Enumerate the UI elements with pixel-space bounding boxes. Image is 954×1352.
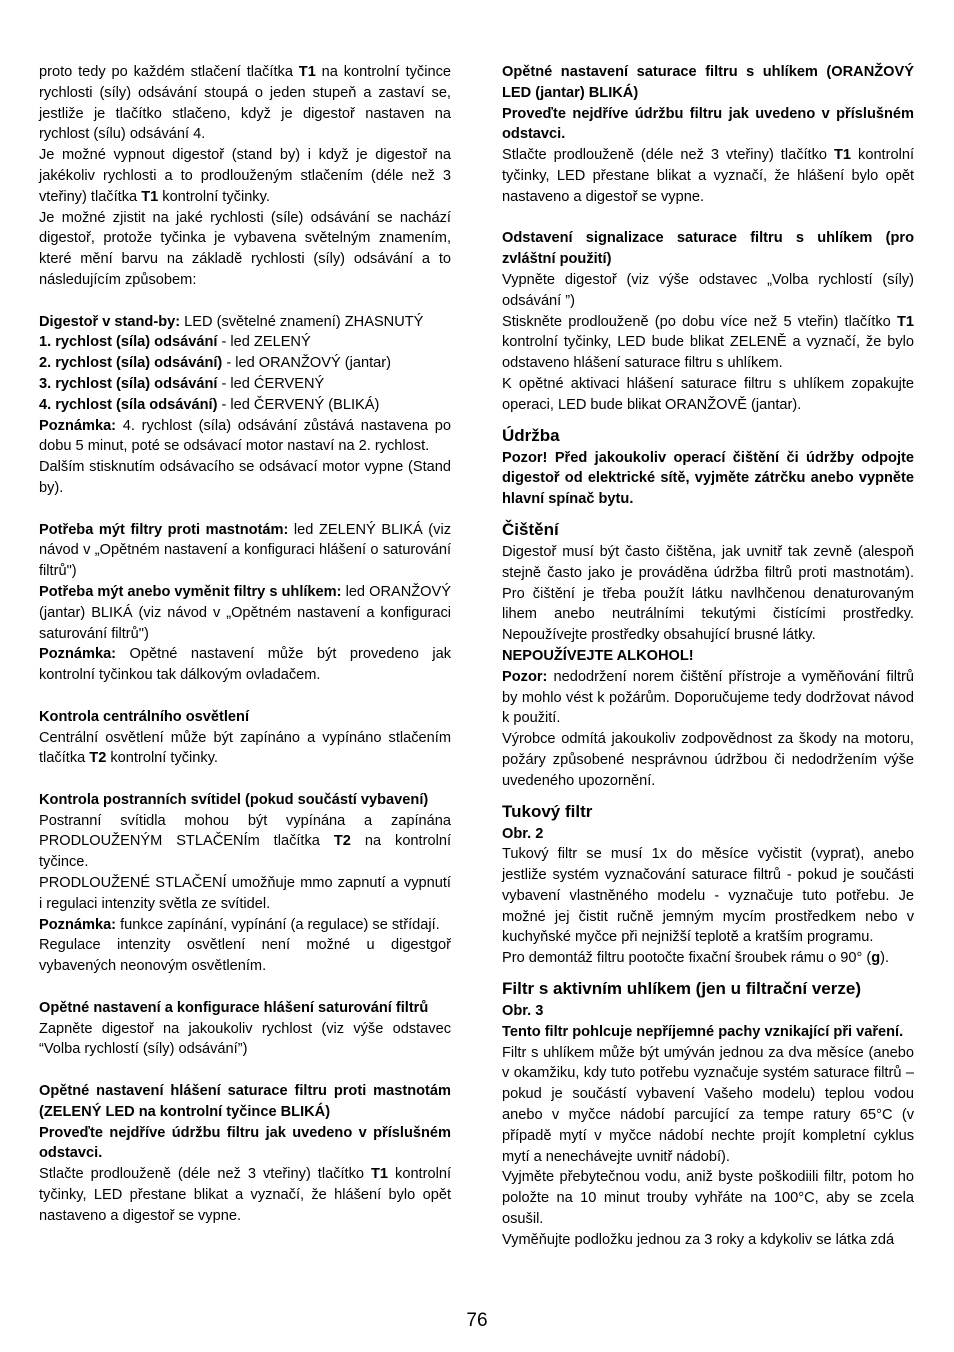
paragraph: Vypněte digestoř (viz výše odstavec „Volba rychlostí (síly) odsávání ”)	[502, 271, 914, 309]
section-title-cleaning: Čištění	[502, 519, 559, 539]
right-column	[502, 62, 914, 1251]
warning: NEPOUŽÍVEJTE ALKOHOL!	[502, 647, 694, 664]
paragraph: Výrobce odmítá jakoukoliv zodpovědnost za škody na motoru, požáry způsobené nesprávnou údržbou či nedodržením výše uvedeného upozornění.	[502, 731, 914, 789]
paragraph: Zapněte digestoř na jakoukoliv rychlost (viz výše odstavec “Volba rychlostí (síly) odsávání”)	[39, 1020, 451, 1058]
filter-status-carbon: Potřeba mýt anebo vyměnit filtry s uhlíkem: led ORANŽOVÝ (jantar) BLIKÁ (viz návod v „Opětném nastavení a konfiguraci saturování filtrů")	[39, 583, 452, 642]
filter-status-grease: Potřeba mýt filtry proti mastnotám: led ZELENÝ BLIKÁ (viz návod v „Opětném nastavení a konfiguraci hlášení o saturování filtrů")	[39, 521, 451, 580]
page-number: 76	[466, 1310, 488, 1331]
note: Poznámka: Opětné nastavení může být provedeno jak kontrolní tyčinkou tak dálkovým ovladačem.	[39, 646, 451, 684]
paragraph: Dalším stisknutím odsávacího se odsávací motor vypne (Stand by).	[39, 459, 451, 496]
paragraph: Centrální osvětlení může být zapínáno a vypínáno stlačením tlačítka T2 kontrolní tyčinky.	[39, 729, 451, 767]
note: Poznámka: 4. rychlost (síla) odsávání zůstává nastavena po dobu 5 minut, poté se odsávací motor nastaví na 2. rychlost.	[39, 417, 451, 455]
paragraph: Pozor: nedodržení norem čištění přístroje a vyměňování filtrů by mohlo vést k požárům. Doporučujeme tedy dodržovat návod k použití.	[502, 668, 914, 727]
status-speed-1: 1. rychlost (síla) odsávání - led ZELENÝ	[39, 334, 311, 351]
paragraph: proto tedy po každém stlačení tlačítka T1 na kontrolní tyčince rychlosti (síly) odsávání stoupá o jeden stupeň a zastaví se, jestliže je tlačítko stlačeno, když je digestoř nastaven na rychlost (sílu) odsávání 4.	[39, 64, 451, 143]
paragraph: Stlačte prodlouženě (déle než 3 vteřiny) tlačítko T1 kontrolní tyčinky, LED přestane blikat a vyznačí, že hlášení bylo opět nastaveno a digestoř se vypne.	[502, 147, 915, 205]
paragraph: Vyjměte přebytečnou vodu, aniž byste poškodiili filtr, potom ho položte na 10 minut trouby vyhřáte na 100°C, aby se zcela osušil.	[502, 1169, 914, 1228]
section-heading: Opětné nastavení saturace filtru s uhlíkem (ORANŽOVÝ LED (jantar) BLIKÁ)	[502, 64, 914, 101]
paragraph: K opětné aktivaci hlášení saturace filtru s uhlíkem zopakujte operaci, LED bude blikat ORANŽOVĚ (jantar).	[502, 375, 914, 413]
status-speed-4: 4. rychlost (síla odsávání) - led ČERVENÝ (BLIKÁ)	[39, 396, 380, 413]
status-speed-2: 2. rychlost (síla) odsávání) - led ORANŽOVÝ (jantar)	[39, 355, 391, 372]
section-heading: Odstavení signalizace saturace filtru s uhlíkem (pro zvláštní použití)	[502, 230, 914, 268]
section-heading: Kontrola centrálního osvětlení	[39, 708, 250, 725]
paragraph: Tukový filtr se musí 1x do měsíce vyčistit (vyprat), anebo jestliže systém vyznačování saturace filtrů - pokud je součásti vybavení vlastněného modelu - vyznačuje tuto potřebu. Je možné jej čistit ručně jemným mycím prostředkem nebo v kuchyňské myčce při nejnižší teplotě a kratším programu.	[502, 846, 914, 946]
section-heading: Kontrola postranních svítidel (pokud součástí vybavení)	[39, 791, 429, 808]
section-heading: Opětné nastavení a konfigurace hlášení saturování filtrů	[39, 999, 429, 1016]
paragraph-bold: Proveďte nejdříve údržbu filtru jak uvedeno v příslušném odstavci.	[502, 105, 914, 143]
paragraph: Filtr s uhlíkem může být umýván jednou za dva měsíce (anebo v okamžiku, kdy tuto potřebu vyznačuje systém saturace filtrů – pokud je součástí vybavení Vašeho modelu) teplou vodou anebo v myčce nádobí parcující za tempe ratury 65°C (v případě mytí v myčce nádobí nechte projít kompletní cyklus mytí a nenechávejte uvnitř nádobí).	[502, 1044, 914, 1165]
note: Poznámka: funkce zapínání, vypínání (a regulace) se střídají.	[39, 916, 440, 933]
section-title-carbon-filter: Filtr s aktivním uhlíkem (jen u filtrační verze)	[502, 979, 861, 999]
status-speed-3: 3. rychlost (síla) odsávání - led ĆERVENÝ	[39, 375, 325, 392]
section-heading: Opětné nastavení hlášení saturace filtru proti mastnotám (ZELENÝ LED na kontrolní tyčince BLIKÁ)	[39, 1083, 451, 1120]
paragraph: Je možné vypnout digestoř (stand by) i když je digestoř na jakékoliv rychlosti a to prodlouženým stlačením (déle než 3 vteřiny) tlačítka T1 kontrolní tyčinky.	[39, 147, 451, 205]
paragraph: Postranní svítidla mohou být vypínána a zapínána PRODLOUŽENÝM STLAČENÍm tlačítka T2 na kontrolní tyčince.	[39, 812, 451, 871]
figure-ref: Obr. 2	[502, 825, 544, 842]
section-title-maintenance: Údržba	[502, 425, 560, 445]
warning: Pozor! Před jakoukoliv operací čištění či údržby odpojte digestoř od elektrické sítě, vyjměte zátrčku anebo vypněte hlavní spínač bytu.	[502, 449, 914, 508]
paragraph-bold: Proveďte nejdříve údržbu filtru jak uvedeno v příslušném odstavci.	[39, 1124, 451, 1162]
paragraph: Vyměňujte podložku jednou za 3 roky a kdykoliv se látka zdá	[502, 1231, 895, 1248]
paragraph: Digestoř musí být často čištěna, jak uvnitř tak zevně (alespoň stejně často jako je prováděna údržba filtrů proti mastnotám). Pro čištění je třeba použít látku navlhčenou denaturovaným lihem anebo neutrálními tekutými čistícími prostředky. Nepoužívejte prostředky obsahující brusné látky.	[502, 543, 914, 644]
figure-ref: Obr. 3	[502, 1003, 544, 1020]
paragraph-bold: Tento filtr pohlcuje nepříjemné pachy vznikající při vaření.	[502, 1023, 904, 1040]
section-title-grease-filter: Tukový filtr	[502, 801, 593, 821]
paragraph: Pro demontáž filtru pootočte fixační šroubek rámu o 90° (g).	[502, 950, 890, 967]
left-column	[39, 62, 451, 1227]
paragraph: Stlačte prodlouženě (déle než 3 vteřiny) tlačítko T1 kontrolní tyčinky, LED přestane blikat a vyznačí, že hlášení bylo opět nastaveno a digestoř se vypne.	[39, 1166, 452, 1224]
status-standby: Digestoř v stand-by: LED (světelné znamení) ZHASNUTÝ	[39, 313, 424, 330]
paragraph: Regulace intenzity osvětlení není možné u digestgoř vybavených neonovým osvětlením.	[39, 937, 451, 975]
paragraph: PRODLOUŽENÉ STLAČENÍ umožňuje mmo zapnutí a vypnutí i regulaci intenzity světla ze svítidel.	[39, 875, 451, 912]
paragraph: Je možné zjistit na jaké rychlosti (síle) odsávání se nachází digestoř, protože tyčinka je vybavena světelným znamením, které mění barvu na základě rychlosti (síly) odsávání a to následujícím způsobem:	[39, 209, 451, 288]
paragraph: Stiskněte prodlouženě (po dobu více než 5 vteřin) tlačítko T1 kontrolní tyčinky, LED bude blikat ZELENĚ a vyznačí, že bylo odstaveno hlášení saturace filtru s uhlíkem.	[502, 313, 914, 372]
